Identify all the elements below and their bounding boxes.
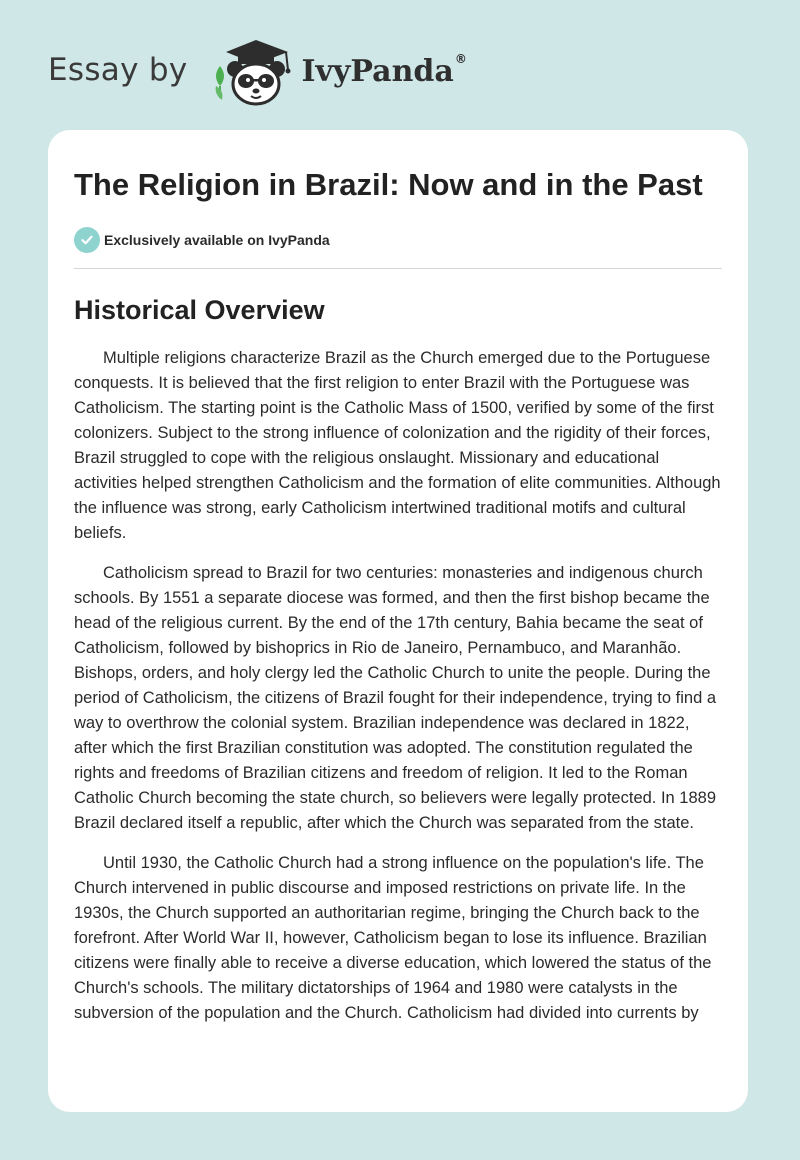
exclusive-badge [74,226,722,254]
registered-mark: ® [454,51,467,66]
paragraph: Multiple religions characterize Brazil as the Church emerged due to the Portuguese conquests. It is believed that the first religion to enter Brazil with the Portuguese was Catholicism. The starting point is the Catholic Mass of 1500, verified by some of the first colonizers. Subject to the strong influence of colonization and the rigidity of their forces, Brazil struggled to cope with the religious onslaught. Missionary and educational activities helped strengthen Catholicism and the formation of elite communities. Although the influence was strong, early Catholicism intertwined traditional motifs and cultural beliefs. [74,349,721,542]
exclusive-badge-text: Exclusively available on IvyPanda [104,232,330,248]
divider [74,268,722,269]
article-content [74,130,722,1026]
check-circle-icon [74,227,100,253]
panda-graduate-logo-icon [204,36,300,108]
site-brand[interactable] [48,36,467,108]
article-card [48,130,748,1112]
article-title: The Religion in Brazil: Now and in the Past [74,167,703,202]
paragraph: Catholicism spread to Brazil for two centuries: monasteries and indigenous church schools. By 1551 a separate diocese was formed, and then the first bishop became the head of the religious current. By the end of the 17th century, Bahia became the seat of Catholicism, followed by bishoprics in Rio de Janeiro, Pernambuco, and Maranhão. Bishops, orders, and holy clergy led the Catholic Church to unite the people. During the period of Catholicism, the citizens of Brazil fought for their independence, trying to find a way to overthrow the colonial system. Brazilian independence was declared in 1822, after which the first Brazilian constitution was adopted. The constitution regulated the rights and freedoms of Brazilian citizens and freedom of religion. It led to the Roman Catholic Church becoming the state church, so believers were legally protected. In 1889 Brazil declared itself a republic, after which the Church was separated from the state. [74,564,717,832]
section-heading: Historical Overview [74,295,325,325]
brand-name: IvyPanda® [301,51,467,89]
paragraph: Until 1930, the Catholic Church had a strong influence on the population's life. The Church intervened in public discourse and imposed restrictions on private life. In the 1930s, the Church supported an authoritarian regime, bringing the Church back to the forefront. After World War II, however, Catholicism began to lose its influence. Brazilian citizens were finally able to receive a diverse education, which lowered the status of the Church's schools. The military dictatorships of 1964 and 1980 were catalysts in the subversion of the population and the Church. Catholicism had divided into currents by [74,854,712,1022]
brand-prefix: Essay by [48,52,188,88]
